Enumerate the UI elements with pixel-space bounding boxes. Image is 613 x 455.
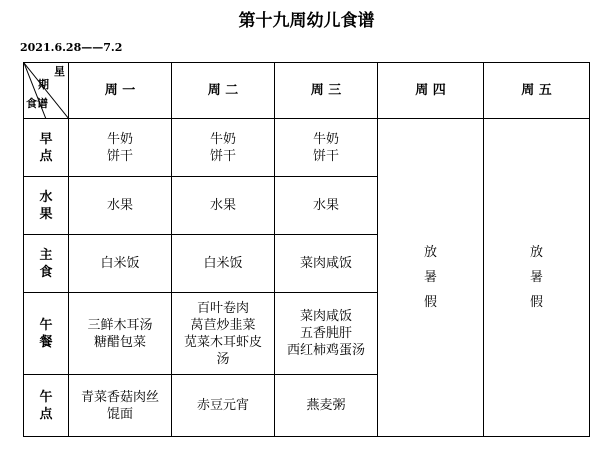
cell-lunch-mon: 三鲜木耳汤 糖醋包菜	[69, 293, 172, 375]
row-breakfast	[24, 119, 590, 177]
day-header-fri: 周 五	[484, 63, 590, 119]
cell-fruit-wed: 水果	[275, 177, 378, 235]
day-header-thu: 周 四	[378, 63, 484, 119]
cell-lunch-tue: 百叶卷肉 莴苣炒韭菜 苋菜木耳虾皮 汤	[172, 293, 275, 375]
cell-staple-wed: 菜肉咸饭	[275, 235, 378, 293]
row-label-fruit: 水 果	[24, 177, 69, 235]
cell-breakfast-wed: 牛奶 饼干	[275, 119, 378, 177]
header-row	[24, 63, 590, 119]
cell-breakfast-mon: 牛奶 饼干	[69, 119, 172, 177]
date-range: 2021.6.28——7.2	[20, 41, 123, 54]
cell-snack-tue: 赤豆元宵	[172, 375, 275, 437]
corner-menu-label: 食谱	[26, 97, 48, 110]
row-label-lunch: 午 餐	[24, 293, 69, 375]
row-label-staple: 主 食	[24, 235, 69, 293]
cell-lunch-wed: 菜肉咸饭 五香肫肝 西红柿鸡蛋汤	[275, 293, 378, 375]
corner-cell	[24, 63, 69, 119]
page-title: 第十九周幼儿食谱	[238, 11, 375, 31]
day-header-mon: 周 一	[69, 63, 172, 119]
holiday-fri: 放 暑 假	[484, 119, 590, 437]
cell-breakfast-tue: 牛奶 饼干	[172, 119, 275, 177]
row-label-breakfast: 早 点	[24, 119, 69, 177]
cell-staple-mon: 白米饭	[69, 235, 172, 293]
cell-snack-mon: 青菜香菇肉丝 馄面	[69, 375, 172, 437]
cell-fruit-mon: 水果	[69, 177, 172, 235]
cell-staple-tue: 白米饭	[172, 235, 275, 293]
cell-snack-wed: 燕麦粥	[275, 375, 378, 437]
day-header-wed: 周 三	[275, 63, 378, 119]
cell-fruit-tue: 水果	[172, 177, 275, 235]
day-header-tue: 周 二	[172, 63, 275, 119]
menu-table	[23, 62, 590, 437]
holiday-thu: 放 暑 假	[378, 119, 484, 437]
corner-weekday-char: 星	[54, 65, 65, 78]
corner-period-char: 期	[38, 78, 49, 91]
row-label-snack: 午 点	[24, 375, 69, 437]
